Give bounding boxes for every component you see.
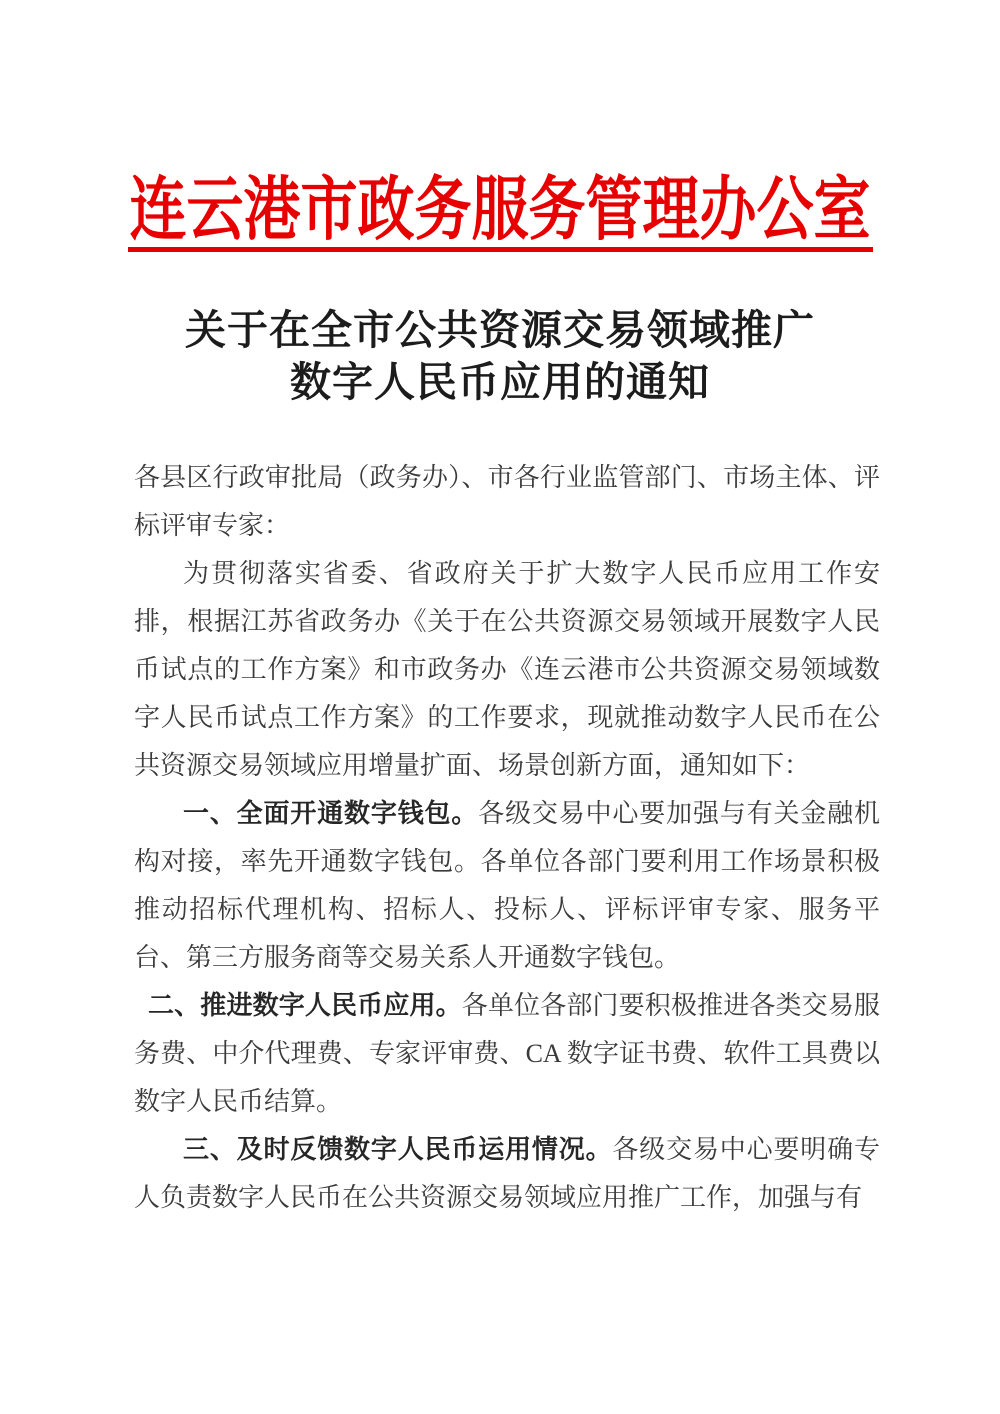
letterhead-underline [128,171,873,252]
paragraph-section-2 [134,982,880,1126]
document-title [0,304,1000,408]
document-title-line2: 数字人民币应用的通知 [290,359,710,405]
letterhead [0,0,1000,252]
paragraph-section-2-text: 各单位各部门要积极推进各类交易服务费、中介代理费、专家评审费、CA 数字证书费、软件工具费以数字人民币结算。 [134,991,880,1116]
paragraph-section-1 [134,790,880,982]
paragraph-intro-text: 为贯彻落实省委、省政府关于扩大数字人民币应用工作安排，根据江苏省政务办《关于在公共资源交易领域开展数字人民币试点的工作方案》和市政务办《连云港市公共资源交易领域数字人民币试点工作方案》的工作要求，现就推动数字人民币在公共资源交易领域应用增量扩面、场景创新方面，通知如下： [134,559,880,780]
letterhead-org-name: 连云港市政务服务管理办公室 [129,171,871,249]
document-body [134,454,880,1222]
paragraph-section-2-heading: 二、推进数字人民币应用。 [148,991,462,1020]
paragraph-section-3-text: 各级交易中心要明确专人负责数字人民币在公共资源交易领域应用推广工作，加强与有 [134,1135,880,1212]
paragraph-section-1-text: 各级交易中心要加强与有关金融机构对接，率先开通数字钱包。各单位各部门要利用工作场景积极推动招标代理机构、招标人、投标人、评标评审专家、服务平台、第三方服务商等交易关系人开通数字钱包。 [134,799,880,972]
recipients-line: 各县区行政审批局（政务办）、市各行业监管部门、市场主体、评标评审专家： [134,463,880,540]
paragraph-intro [134,550,880,790]
paragraph-section-3-heading: 三、及时反馈数字人民币运用情况。 [183,1135,613,1164]
document-title-line1: 关于在全市公共资源交易领域推广 [185,307,815,353]
paragraph-section-3 [134,1126,880,1222]
paragraph-section-1-heading: 一、全面开通数字钱包。 [183,799,479,828]
